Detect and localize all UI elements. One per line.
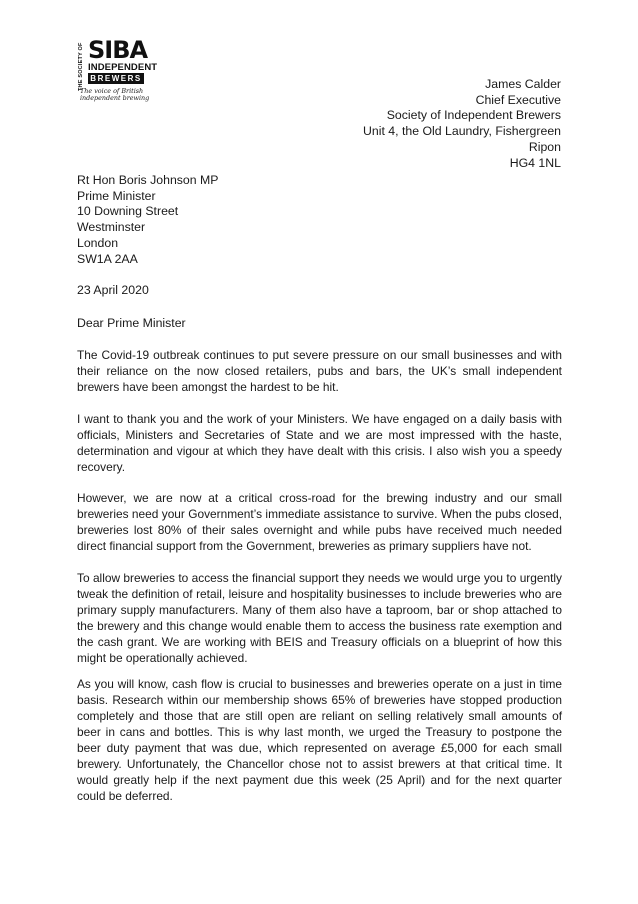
paragraph-thanks-ministers: I want to thank you and the work of your Ministers. We have engaged on a daily basis with officials, Ministers and Secretaries of State and we are most impressed with the haste, determination and vigour at which they have dealt with this crisis. I also wish you a speedy recovery. — [77, 412, 562, 474]
recipient-address — [77, 173, 218, 267]
logo-brewers-text: BREWERS — [88, 73, 144, 84]
salutation: Dear Prime Minister — [77, 316, 186, 330]
sender-organisation: Society of Independent Brewers — [386, 108, 561, 123]
recipient-street: 10 Downing Street — [77, 204, 179, 219]
letter-date: 23 April 2020 — [77, 283, 149, 297]
logo-main-text: SIBA — [88, 36, 148, 64]
sender-street: Unit 4, the Old Laundry, Fishergreen — [363, 124, 561, 139]
paragraph-critical-crossroad: However, we are now at a critical cross-road for the brewing industry and our small breweries need your Government’s immediate assistance to survive. When the pubs closed, breweries lost 80% of their sales overnight and while pubs have received much needed direct financial support from the Government, breweries as primary suppliers have not. — [77, 491, 562, 553]
sender-postcode: HG4 1NL — [509, 155, 561, 170]
logo-independent-text: INDEPENDENT — [88, 62, 158, 73]
sender-title: Chief Executive — [475, 92, 561, 107]
sender-name: James Calder — [485, 77, 561, 91]
sender-town: Ripon — [528, 139, 561, 154]
recipient-city: London — [77, 235, 119, 250]
logo-vertical-text: THE SOCIETY OF — [78, 42, 84, 92]
siba-logo — [77, 36, 158, 112]
recipient-name: Rt Hon Boris Johnson MP — [77, 173, 219, 187]
recipient-district: Westminster — [77, 220, 146, 235]
logo-tagline: The voice of British independent brewing — [80, 87, 150, 102]
paragraph-cash-flow: As you will know, cash flow is crucial to businesses and breweries operate on a just in time basis. Research within our membership shows 65% of breweries have stopped production completely and those that are still open are reliant on selling relatively small amounts of beer in cans and bottles. This is why last month, we urged the Treasury to postpone the beer duty payment that was due, which represented on average £5,000 for each small brewery. Unfortunately, the Chancellor chose not to assist brewers at that critical time. It would greatly help if the next payment due this week (25 April) and for the next quarter could be deferred. — [77, 677, 562, 803]
recipient-title: Prime Minister — [77, 188, 156, 203]
recipient-postcode: SW1A 2AA — [77, 251, 138, 266]
sender-address — [363, 77, 561, 171]
paragraph-covid-pressure: The Covid-19 outbreak continues to put severe pressure on our small businesses and with their reliance on the now closed retailers, pubs and bars, the UK’s small independent brewers have been amongst the hardest to be hit. — [77, 348, 562, 394]
paragraph-financial-support: To allow breweries to access the financial support they needs we would urge you to urgently tweak the definition of retail, leisure and hospitality businesses to include breweries who are primary supply manufacturers. Many of them also have a taproom, bar or shop attached to the brewery and this change would enable them to access the business rate exemption and the cash grant. We are working with BEIS and Treasury officials on a blueprint of how this might be operationally achieved. — [77, 571, 562, 665]
